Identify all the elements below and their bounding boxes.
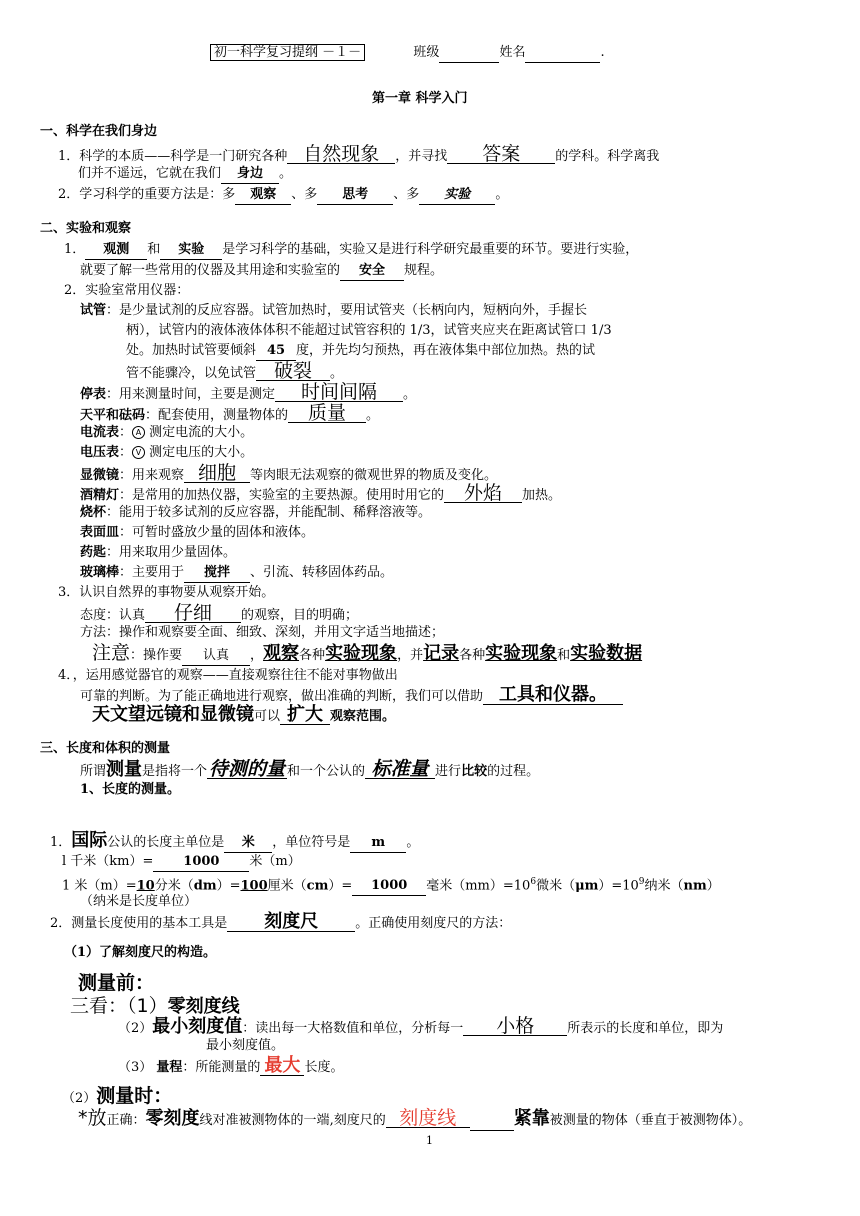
nano-note: （纳米是长度单位）: [80, 894, 198, 909]
unit-line: 1．国际公认的长度主单位是 米 ，单位符号是 m 。: [50, 830, 420, 851]
voltmeter-line: 电压表： V 测定电压的大小。: [80, 445, 254, 460]
spoon-line: 药匙：用来取用少量固体。: [80, 545, 237, 560]
s2-p1-cont: 就要了解一些常用的仪器及其用途和实验室的 安全 规程。: [80, 262, 443, 281]
name-blank: [525, 44, 600, 63]
km-line: l 千米（km）= 1000 米（m）: [62, 853, 301, 872]
sub-length: 1、长度的测量。: [80, 782, 181, 797]
attitude-line: 态度：认真 仔细 的观察，目的明确；: [80, 602, 359, 624]
method-line: 方法：操作和观察要全面、细致、深刻，并用文字适当地描述；: [80, 625, 445, 640]
voltmeter-icon: V: [132, 446, 145, 459]
range-line: （3） 量程：所能测量的 最大 长度。: [118, 1055, 344, 1076]
s1-p1-cont: 们并不遥远，它就在我们 身边 。: [78, 165, 292, 184]
s2-p4-cont: 可靠的判断。为了能正确地进行观察，做出准确的判断，我们可以借助 工具和仪器。: [80, 686, 623, 706]
chapter-title: 第一章 科学入门: [372, 91, 468, 106]
page-number: 1: [426, 1134, 433, 1147]
name-label: 姓名: [499, 45, 526, 60]
min-scale-line: （2）最小刻度值：读出每一大格数值和单位，分析每一 小格 所表示的长度和单位，即为: [118, 1015, 724, 1037]
before-measuring: 测量前：: [78, 972, 155, 994]
test-tube-line3: 处。加热时试管要倾斜 45 度，并先均匀预热，再在液体集中部位加热。热的试: [126, 342, 595, 361]
s2-p4-cont2: 天文望远镜和显微镜可以 扩大 观察范围。: [92, 704, 396, 725]
s2-p4: 4．，运用感觉器官的观察——直接观察往往不能对事物做出: [58, 668, 398, 683]
during-measuring: （2）测量时：: [62, 1085, 173, 1107]
min-scale-cont: 最小刻度值。: [206, 1038, 285, 1053]
placement-line: *放正确：零刻度线对准被测物体的一端,刻度尺的 刻度线 紧靠被测量的物体（垂直于被测物体）。: [78, 1107, 752, 1129]
section-1-heading: 一、科学在我们身边: [40, 124, 158, 139]
microscope-line: 显微镜：用来观察 细胞 等肉眼无法观察的微观世界的物质及变化。: [80, 462, 498, 484]
class-blank: [439, 44, 499, 63]
test-tube-line4: 管不能骤冷，以免试管 破裂 。: [126, 360, 344, 382]
s2-p3: 3．认识自然界的事物要从观察开始。: [58, 585, 275, 600]
s1-p1: 1．科学的本质——科学是一门研究各种 自然现象 ，并寻找 答案 的学科。科学离我: [58, 143, 660, 165]
test-tube-line2: 柄），试管内的液体液体体积不能超过试管容积的 1/3，试管夹应夹在距离试管口 1/3: [126, 323, 612, 338]
m-line: 1 米（m）=10分米（dm）=100厘米（cm）= 1000 毫米$(mm)=10^6$微米$(\mu m)=10^9$纳米（nm）: [62, 873, 720, 896]
test-tube-line1: 试管：是少量试剂的反应容器。试管加热时，要用试管夹（长柄向内，短柄向外，手握长: [80, 303, 588, 318]
beaker-line: 烧杯：能用于较多试剂的反应容器，并能配制、稀释溶液等。: [80, 505, 432, 520]
ammeter-icon: A: [132, 426, 145, 439]
stopwatch-line: 停表：用来测量时间，主要是测定 时间间隔 。: [80, 381, 417, 403]
section-3-heading: 三、长度和体积的测量: [40, 741, 171, 756]
s2-p1: 1． 观测 和 实验 是学习科学的基础，实验又是进行科学研究最重要的环节。要进行实验，: [64, 241, 638, 260]
glass-rod-line: 玻璃棒：主要用于 搅拌 、引流、转移固体药品。: [80, 564, 393, 583]
header: 初一科学复习提纲 －１－ 班级 姓名 .: [210, 44, 605, 63]
s1-p2: 2．学习科学的重要方法是：多 观察 、多 思考 、多 实验 。: [58, 186, 508, 205]
balance-line: 天平和砝码：配套使用，测量物体的 质量 。: [80, 402, 380, 424]
measure-definition: 所谓测量是指将一个 待测的量 和一个公认的 标准量 进行比较的过程。: [80, 758, 540, 780]
three-look-line: 三看：（1）零刻度线: [70, 995, 240, 1017]
class-label: 班级: [413, 45, 440, 60]
tool-line: 2．测量长度使用的基本工具是 刻度尺 。正确使用刻度尺的方法：: [50, 911, 512, 932]
section-2-heading: 二、实验和观察: [40, 221, 132, 236]
watch-glass-line: 表面皿：可暂时盛放少量的固体和液体。: [80, 525, 315, 540]
step-1: （1）了解刻度尺的构造。: [64, 945, 217, 960]
ammeter-line: 电流表： A 测定电流的大小。: [80, 425, 254, 440]
header-title: 初一科学复习提纲 －１－: [210, 44, 365, 61]
note-line: 注意：操作要 认真 ，观察各种实验现象，并记录各种实验现象和实验数据: [92, 642, 643, 664]
s2-p2: 2．实验室常用仪器：: [64, 283, 190, 298]
alcohol-lamp-line: 酒精灯：是常用的加热仪器，实验室的主要热源。使用时用它的 外焰 加热。: [80, 482, 562, 504]
